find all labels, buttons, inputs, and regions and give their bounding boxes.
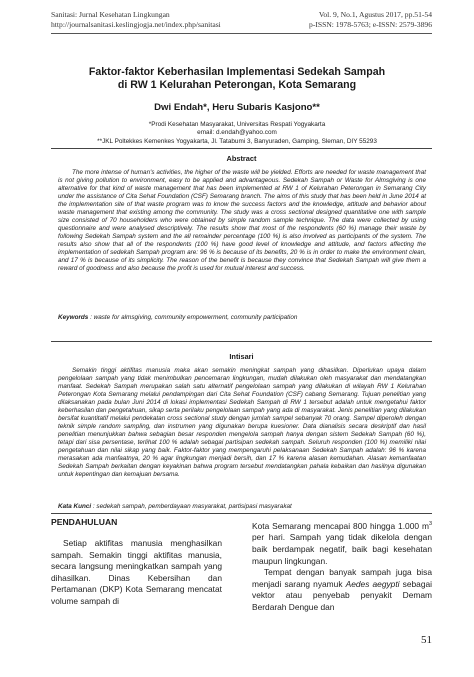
author-list: Dwi Endah*, Heru Subaris Kasjono** — [154, 102, 320, 113]
intisari-bottom-rule — [51, 513, 432, 514]
species-name: Aedes aegypti — [345, 578, 400, 589]
abstract-heading: Abstract — [226, 154, 257, 163]
body-column-right — [252, 519, 432, 614]
body-column-left — [51, 517, 222, 608]
journal-volume: Vol. 9, No.1, Agustus 2017, pp.51-54 — [318, 10, 432, 19]
journal-header-left — [51, 10, 221, 30]
section-heading-introduction: PENDAHULUAN — [51, 517, 118, 527]
intisari-top-rule — [51, 341, 432, 342]
paper-title — [40, 66, 434, 92]
cubic-superscript: 3 — [428, 521, 432, 527]
intro-paragraph-2 — [252, 519, 432, 567]
intisari-body: Semakin tinggi aktifitas manusia maka akan semakin meningkat sampah yang dihasilkan. Diperlukan upaya dalam pengelolaan sampah yang tidak menimbulkan pencemaran lingkungan, mudah dilakukan oleh masyarakat dan mendatangkan manfaat. Sedekah Sampah merupakan salah satu alternatif pengelolaan sampah yang dilakukan di wilayah RW 1 Kelurahan Peterongan Kota Semarang melalui pendampingan dari Cita Sehat Foundation (CSF) cabang Semarang. Tujuan penelitian yang dilaksanakan pada bulan Juni 2014 di lokasi implementasi Sedekah Sampah di RW 1 tersebut adalah untuk mengetahui faktor keberhasilan dan pengetahuan, sikap serta perilaku pengelolaan sampah yang ada di masyarakat. Jenis penelitian yang dilakukan bersifat kuantitatif melalui pendekatan cross sectional study dengan jumlah sampel sebanyak 70 orang. Sampel diperoleh dengan teknik simple random sampling, dan instrumen yang digunakan berupa kuesioner. Data dianalisis secara deskriptif dan hasil penelitian menunjukkan bahwa sebagian besar responden mengelola sampah hanya dengan sistem Sedekah Sampah (60 %), tetapi dari sisa persentase, terlihat 100 % adalah sebagai partisipan sedekah sampah. Seluruh responden (100 %) memiliki nilai pengetahuan dan nilai sikap yang baik. Faktor-faktor yang mempengaruhi pelaksanaan Sedekah Sampah adalah: 96 % karena merasakan ada manfaatnya, 20 % agar lingkungan menjadi bersih, dan 17 % karena alasan kemudahan. Alasan kemanfaatan Sedekah Sampah berkaitan dengan keyakinan bahwa program tersebut mendatangkan pahala kebaikan dan hasilnya digunakan untuk kepentingan dan kemajuan bersama. — [58, 367, 426, 479]
intisari-keywords — [58, 503, 426, 511]
author-email: email: d.endah@yahoo.com — [197, 129, 277, 137]
journal-url: http://journalsanitasi.keslingjogja.net/index.php/sanitasi — [51, 20, 221, 29]
kata-kunci-text: : sedekah sampah, pemberdayaan masyarakat, partisipasi masyarakat — [92, 503, 292, 510]
paper-title-line1: Faktor-faktor Keberhasilan Implementasi Sedekah Sampah — [88, 66, 386, 78]
keywords-text: : waste for almsgiving, community empowerment, community participation — [90, 314, 298, 321]
intro-text: per hari. Sampah yang tidak dikelola dengan baik berdampak negatif, baik bagi kesehatan maupun lingkungan. — [252, 532, 432, 566]
intro-paragraph-1: Setiap aktifitas manusia menghasilkan sampah. Semakin tinggi aktifitas manusia, secara langsung meningkatkan sampah yang dihasilkan. Dinas Kebersihan dan Pertamanan (DKP) Kota Semarang mencatat volume sampah di — [51, 538, 222, 606]
abstract-body: The more intense of human's activities, the higher of the waste will be yielded. Efforts are needed for waste management that is not giving pollution to environment, easy to be applied and advantageous. Sedekah Sampah or Waste for Almsgiving is one alternative for that kind of waste management that has been implemented at RW 1 of Kelurahan Peterongan in Semarang City under the assistance of Cita Sehat Foundation (CSF) Semarang branch. The aims of this study that has been held in June 2014 at the implementation site of that waste program was to know the success factors and the knowledge, attitude and behavior about waste management that existing among the community. The study was a cross sectional designed quantitative one with sample size consisted of 70 householders who were obtained by simple random sample technique. The data were collected by using questionnaire and were analysed descriptively. The results show that most of the respondents (60 %) manage their waste by following Sedekah Sampah system and the all remainder percentage (100 %) is also involved as participants of the system. The results also show that all of the respondents (100 %) have good level of knowledge and attitude, and factors affecting the implementation of sedekah Sampah program are: 96 % is because of its benefits, 20 % is in order to make the environment clean, and 17 % is because of its simplicity. The reason of the benefit is because they convince that Sedekah Sampah will give them a reward of goodness and also because the profit is used for mutual interest and success. — [58, 169, 426, 273]
affiliations — [40, 121, 434, 146]
intro-text: Tempat dengan banyak sampah juga bisa menjadi sarang nyamuk — [252, 567, 432, 589]
affiliation-1: *Prodi Kesehatan Masyarakat, Universitas Respati Yogyakarta — [148, 121, 326, 128]
header-divider — [51, 33, 432, 34]
page-number: 51 — [421, 634, 432, 646]
intisari-heading: Intisari — [229, 352, 254, 361]
affiliation-2: **JKL Poltekkes Kemenkes Yogyakarta, Jl. Tatabumi 3, Banyuraden, Gamping, Sleman, DIY 55293 — [97, 137, 377, 145]
abstract-top-rule — [51, 148, 432, 149]
intro-text: Kota Semarang mencapai 800 hingga 1.000 m — [252, 520, 429, 531]
intro-text: sebagai vektor atau penyebab penyakit Demam Berdarah Dengue dan — [252, 578, 432, 612]
journal-header-right — [309, 10, 432, 30]
journal-issn: p-ISSN: 1978-5763; e-ISSN: 2579-3896 — [309, 20, 432, 29]
keywords-label: Keywords — [58, 314, 89, 321]
journal-name: Sanitasi: Jurnal Kesehatan Lingkungan — [51, 10, 170, 19]
kata-kunci-label: Kata Kunci — [58, 503, 92, 510]
paper-title-line2: di RW 1 Kelurahan Peterongan, Kota Semarang — [117, 79, 357, 91]
abstract-keywords — [58, 314, 426, 322]
intro-paragraph-3 — [252, 567, 432, 613]
